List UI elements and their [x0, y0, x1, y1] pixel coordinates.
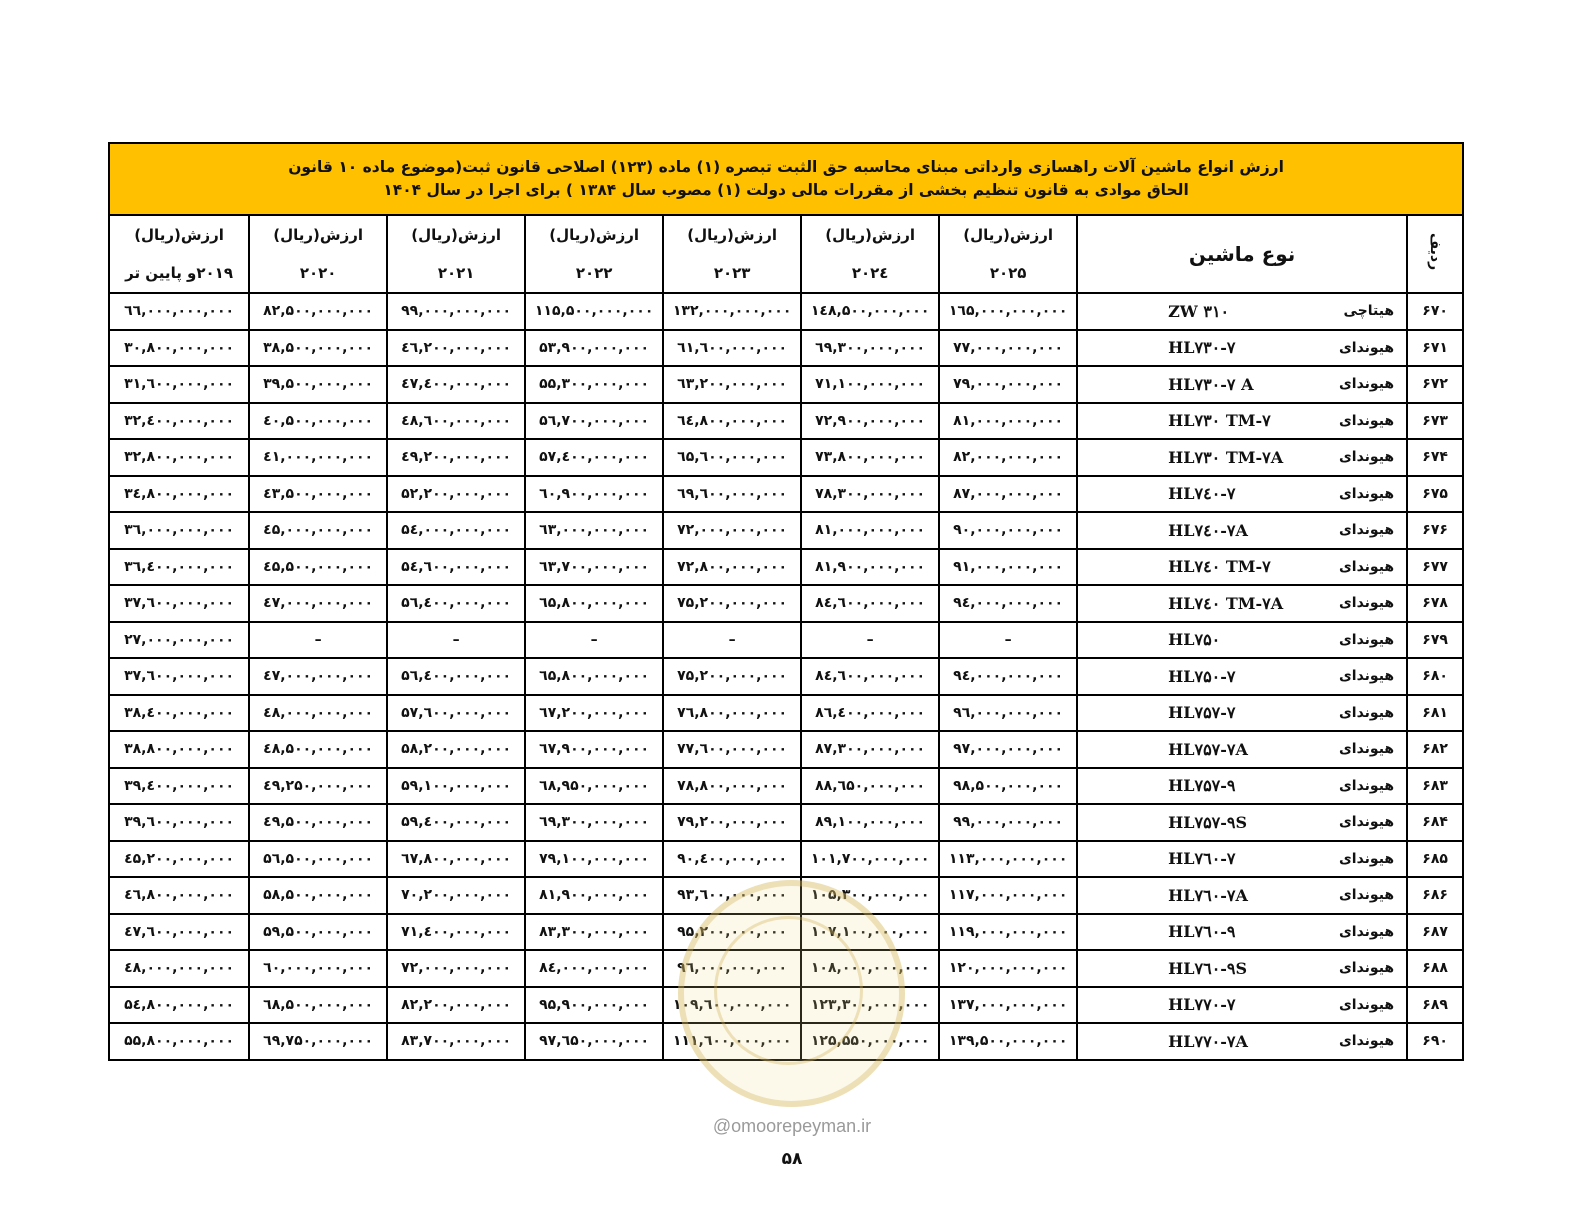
row-number-cell: ۶۸۱	[1407, 695, 1463, 732]
value-cell: ۳۷,٦۰۰,۰۰۰,۰۰۰	[109, 658, 249, 695]
machine-model: HL۷۵۷-۷A	[1168, 739, 1248, 759]
header-year-2020: ارزش(ریال) ۲۰۲۰	[249, 215, 387, 293]
table-row	[109, 804, 1463, 841]
value-cell: –	[801, 622, 939, 659]
machine-brand: هیوندای	[1338, 631, 1395, 648]
value-cell: ۳۹,۵۰۰,۰۰۰,۰۰۰	[249, 366, 387, 403]
value-cell: ۹۱,۰۰۰,۰۰۰,۰۰۰	[939, 549, 1077, 586]
machine-type-cell	[1077, 622, 1407, 659]
machine-brand: هیوندای	[1338, 777, 1395, 794]
value-cell: ۹٤,۰۰۰,۰۰۰,۰۰۰	[939, 585, 1077, 622]
machine-type-cell	[1077, 658, 1407, 695]
machine-brand: هیوندای	[1338, 850, 1395, 867]
value-cell: ۵۵,۳۰۰,۰۰۰,۰۰۰	[525, 366, 663, 403]
table-row	[109, 731, 1463, 768]
value-cell: ٤۹,۲۰۰,۰۰۰,۰۰۰	[387, 439, 525, 476]
header-row-number: ردیف	[1407, 215, 1463, 293]
value-cell: ۸۲,۵۰۰,۰۰۰,۰۰۰	[249, 293, 387, 330]
value-cell: ۵٦,٤۰۰,۰۰۰,۰۰۰	[387, 658, 525, 695]
machine-type-cell	[1077, 585, 1407, 622]
table-row	[109, 585, 1463, 622]
row-number-cell: ۶۷۹	[1407, 622, 1463, 659]
machine-model: HL۷۷۰-۷	[1168, 995, 1236, 1015]
value-cell: ۸۷,۳۰۰,۰۰۰,۰۰۰	[801, 731, 939, 768]
value-cell: ٦۱,٦۰۰,۰۰۰,۰۰۰	[663, 330, 801, 367]
value-cell: ۱۲۵,۵۵۰,۰۰۰,۰۰۰	[801, 1023, 939, 1060]
value-cell: ۸۱,۰۰۰,۰۰۰,۰۰۰	[801, 512, 939, 549]
value-cell: ۵۸,۵۰۰,۰۰۰,۰۰۰	[249, 877, 387, 914]
machine-model: HL۷۳۰ TM-۷A	[1168, 447, 1284, 467]
value-cell: ۸۲,۲۰۰,۰۰۰,۰۰۰	[387, 987, 525, 1024]
machine-model: HL۷۳۰ TM-۷	[1168, 411, 1271, 431]
value-cell: ٤۷,۰۰۰,۰۰۰,۰۰۰	[249, 658, 387, 695]
value-cell: ۵۳,۹۰۰,۰۰۰,۰۰۰	[525, 330, 663, 367]
value-cell: ۵۲,۲۰۰,۰۰۰,۰۰۰	[387, 476, 525, 513]
value-cell: ۵٦,۷۰۰,۰۰۰,۰۰۰	[525, 403, 663, 440]
table-row	[109, 403, 1463, 440]
row-number-cell: ۶۸۰	[1407, 658, 1463, 695]
value-cell: ٤۸,۵۰۰,۰۰۰,۰۰۰	[249, 731, 387, 768]
value-cell: ۷٦,۸۰۰,۰۰۰,۰۰۰	[663, 695, 801, 732]
value-cell: ٦۹,٦۰۰,۰۰۰,۰۰۰	[663, 476, 801, 513]
value-cell: ٤۵,۲۰۰,۰۰۰,۰۰۰	[109, 841, 249, 878]
machine-brand: هیوندای	[1338, 960, 1395, 977]
value-cell: ٦۷,۹۰۰,۰۰۰,۰۰۰	[525, 731, 663, 768]
value-cell: ۸٤,٦۰۰,۰۰۰,۰۰۰	[801, 585, 939, 622]
title-line-1: ارزش انواع ماشین آلات راهسازی وارداتی مبنای محاسبه حق الثبت تبصره (۱) ماده (۱۲۳) اصلاحی قانون ثبت(موضوع ماده ۱۰ قانون	[288, 158, 1284, 176]
machine-model: HL۷٤۰ TM-۷	[1168, 557, 1271, 577]
value-cell: ۵۹,٤۰۰,۰۰۰,۰۰۰	[387, 804, 525, 841]
value-cell: ٦۵,٦۰۰,۰۰۰,۰۰۰	[663, 439, 801, 476]
value-cell: ۳۱,٦۰۰,۰۰۰,۰۰۰	[109, 366, 249, 403]
value-cell: ۹۰,۰۰۰,۰۰۰,۰۰۰	[939, 512, 1077, 549]
value-cell: ٦۸,۵۰۰,۰۰۰,۰۰۰	[249, 987, 387, 1024]
value-cell: ۳۰,۸۰۰,۰۰۰,۰۰۰	[109, 330, 249, 367]
value-cell: ٦۹,۷۵۰,۰۰۰,۰۰۰	[249, 1023, 387, 1060]
value-cell: ۵۵,۸۰۰,۰۰۰,۰۰۰	[109, 1023, 249, 1060]
machine-type-cell	[1077, 330, 1407, 367]
value-cell: ۹٤,۰۰۰,۰۰۰,۰۰۰	[939, 658, 1077, 695]
value-cell: ٤۵,۰۰۰,۰۰۰,۰۰۰	[249, 512, 387, 549]
value-cell: ۵۹,۱۰۰,۰۰۰,۰۰۰	[387, 768, 525, 805]
value-cell: ۹۵,۲۰۰,۰۰۰,۰۰۰	[663, 914, 801, 951]
machine-type-cell	[1077, 768, 1407, 805]
value-cell: ۹۹,۰۰۰,۰۰۰,۰۰۰	[387, 293, 525, 330]
value-cell: ٤۹,۵۰۰,۰۰۰,۰۰۰	[249, 804, 387, 841]
value-cell: ۹۷,۰۰۰,۰۰۰,۰۰۰	[939, 731, 1077, 768]
value-cell: ۳۸,۸۰۰,۰۰۰,۰۰۰	[109, 731, 249, 768]
value-cell: ٦۳,۲۰۰,۰۰۰,۰۰۰	[663, 366, 801, 403]
value-cell: ٦۳,۰۰۰,۰۰۰,۰۰۰	[525, 512, 663, 549]
machine-brand: هیوندای	[1338, 485, 1395, 502]
table-row	[109, 330, 1463, 367]
column-header-row	[109, 215, 1463, 293]
machine-model: HL۷۷۰-۷A	[1168, 1031, 1248, 1051]
table-row	[109, 549, 1463, 586]
machine-brand: هیوندای	[1338, 741, 1395, 758]
value-cell: ۷۲,۸۰۰,۰۰۰,۰۰۰	[663, 549, 801, 586]
machine-brand: هیوندای	[1338, 923, 1395, 940]
value-cell: ۹٦,۰۰۰,۰۰۰,۰۰۰	[939, 695, 1077, 732]
value-cell: ۱۱۳,۰۰۰,۰۰۰,۰۰۰	[939, 841, 1077, 878]
value-cell: ۳۹,٦۰۰,۰۰۰,۰۰۰	[109, 804, 249, 841]
header-year-2024: ارزش(ریال) ۲۰۲٤	[801, 215, 939, 293]
value-cell: ٤٦,۸۰۰,۰۰۰,۰۰۰	[109, 877, 249, 914]
value-cell: ۱۳۷,۰۰۰,۰۰۰,۰۰۰	[939, 987, 1077, 1024]
value-cell: ۵٤,۸۰۰,۰۰۰,۰۰۰	[109, 987, 249, 1024]
value-cell: ۸۱,۰۰۰,۰۰۰,۰۰۰	[939, 403, 1077, 440]
value-cell: –	[387, 622, 525, 659]
machine-brand: هیوندای	[1338, 887, 1395, 904]
value-cell: ۹۸,۵۰۰,۰۰۰,۰۰۰	[939, 768, 1077, 805]
row-number-cell: ۶۷۶	[1407, 512, 1463, 549]
table-title	[109, 143, 1463, 215]
machine-model: HL۷٦۰-۷	[1168, 849, 1236, 869]
value-cell: ٦۹,۳۰۰,۰۰۰,۰۰۰	[801, 330, 939, 367]
value-cell: ۸۷,۰۰۰,۰۰۰,۰۰۰	[939, 476, 1077, 513]
value-cell: ٤۸,۰۰۰,۰۰۰,۰۰۰	[249, 695, 387, 732]
value-cell: ٦۵,۸۰۰,۰۰۰,۰۰۰	[525, 658, 663, 695]
value-cell: ۸٤,۰۰۰,۰۰۰,۰۰۰	[525, 950, 663, 987]
machine-type-cell	[1077, 549, 1407, 586]
value-cell: ۸۲,۰۰۰,۰۰۰,۰۰۰	[939, 439, 1077, 476]
row-number-cell: ۶۷۱	[1407, 330, 1463, 367]
machine-type-cell	[1077, 987, 1407, 1024]
value-cell: ۷۷,۰۰۰,۰۰۰,۰۰۰	[939, 330, 1077, 367]
value-cell: ۷۸,۳۰۰,۰۰۰,۰۰۰	[801, 476, 939, 513]
machine-model: HL۷۵۷-۹	[1168, 776, 1236, 796]
machine-type-cell	[1077, 841, 1407, 878]
machine-type-cell	[1077, 950, 1407, 987]
value-cell: ۳٦,٤۰۰,۰۰۰,۰۰۰	[109, 549, 249, 586]
machine-brand: هیوندای	[1338, 339, 1395, 356]
value-cell: ۸۸,٦۵۰,۰۰۰,۰۰۰	[801, 768, 939, 805]
value-cell: ۸٦,٤۰۰,۰۰۰,۰۰۰	[801, 695, 939, 732]
value-cell: ٤۷,٦۰۰,۰۰۰,۰۰۰	[109, 914, 249, 951]
value-cell: ۷۱,۱۰۰,۰۰۰,۰۰۰	[801, 366, 939, 403]
value-cell: ۵۷,٦۰۰,۰۰۰,۰۰۰	[387, 695, 525, 732]
machine-model: HL۷۵۰-۷	[1168, 666, 1236, 686]
value-cell: ٤۵,۵۰۰,۰۰۰,۰۰۰	[249, 549, 387, 586]
value-cell: ٦٤,۸۰۰,۰۰۰,۰۰۰	[663, 403, 801, 440]
value-cell: ۵۹,۵۰۰,۰۰۰,۰۰۰	[249, 914, 387, 951]
value-cell: ٦۰,۹۰۰,۰۰۰,۰۰۰	[525, 476, 663, 513]
value-cell: ٦۰,۰۰۰,۰۰۰,۰۰۰	[249, 950, 387, 987]
machine-brand: هیوندای	[1338, 412, 1395, 429]
value-cell: ۱۰۸,۰۰۰,۰۰۰,۰۰۰	[801, 950, 939, 987]
value-cell: ٤۳,۵۰۰,۰۰۰,۰۰۰	[249, 476, 387, 513]
row-number-cell: ۶۸۶	[1407, 877, 1463, 914]
table-row	[109, 476, 1463, 513]
machine-type-cell	[1077, 914, 1407, 951]
machine-model: HL۷٤۰-۷A	[1168, 520, 1248, 540]
value-cell: ۹۰,٤۰۰,۰۰۰,۰۰۰	[663, 841, 801, 878]
machine-type-cell	[1077, 439, 1407, 476]
machine-type-cell	[1077, 877, 1407, 914]
table-row	[109, 439, 1463, 476]
value-cell: ۱۲۳,۳۰۰,۰۰۰,۰۰۰	[801, 987, 939, 1024]
machine-model: HL۷۳۰-۷	[1168, 338, 1236, 358]
value-cell: ٤٦,۲۰۰,۰۰۰,۰۰۰	[387, 330, 525, 367]
machine-type-cell	[1077, 293, 1407, 330]
value-cell: –	[525, 622, 663, 659]
table-row	[109, 658, 1463, 695]
value-cell: ۱۰۵,۳۰۰,۰۰۰,۰۰۰	[801, 877, 939, 914]
machine-type-cell	[1077, 476, 1407, 513]
table-row	[109, 293, 1463, 330]
value-cell: ۷۲,۹۰۰,۰۰۰,۰۰۰	[801, 403, 939, 440]
value-cell: ۸۳,۷۰۰,۰۰۰,۰۰۰	[387, 1023, 525, 1060]
value-cell: ۸٤,٦۰۰,۰۰۰,۰۰۰	[801, 658, 939, 695]
website-footer: @omoorepeyman.ir	[712, 1116, 872, 1136]
machine-model: HL۷٤۰ TM-۷A	[1168, 593, 1284, 613]
row-number-cell: ۶۸۹	[1407, 987, 1463, 1024]
value-cell: ۱۳۹,۵۰۰,۰۰۰,۰۰۰	[939, 1023, 1077, 1060]
row-number-cell: ۶۸۴	[1407, 804, 1463, 841]
value-cell: –	[249, 622, 387, 659]
value-cell: ۸۹,۱۰۰,۰۰۰,۰۰۰	[801, 804, 939, 841]
row-number-cell: ۶۸۵	[1407, 841, 1463, 878]
value-cell: ٦٦,۰۰۰,۰۰۰,۰۰۰	[109, 293, 249, 330]
row-number-cell: ۶۷۵	[1407, 476, 1463, 513]
value-cell: ٤۱,۰۰۰,۰۰۰,۰۰۰	[249, 439, 387, 476]
machine-type-cell	[1077, 731, 1407, 768]
title-line-2: الحاق موادی به قانون تنظیم بخشی از مقررات مالی دولت (۱) مصوب سال ۱۳۸۴ ) برای اجرا در سال ۱۴۰۴	[383, 181, 1189, 199]
machine-brand: هیتاچی	[1343, 303, 1395, 320]
machine-type-cell	[1077, 804, 1407, 841]
value-cell: ۱۳۲,۰۰۰,۰۰۰,۰۰۰	[663, 293, 801, 330]
header-year-2019-and-below: ارزش(ریال) ۲۰۱۹و پایین تر	[109, 215, 249, 293]
value-cell: ۷۲,۰۰۰,۰۰۰,۰۰۰	[663, 512, 801, 549]
value-cell: ٦۷,۲۰۰,۰۰۰,۰۰۰	[525, 695, 663, 732]
value-cell: ۷۵,۲۰۰,۰۰۰,۰۰۰	[663, 585, 801, 622]
table-row	[109, 841, 1463, 878]
machine-model: ZW ۳۱۰	[1168, 301, 1230, 321]
value-cell: ۵۸,۲۰۰,۰۰۰,۰۰۰	[387, 731, 525, 768]
page-number: ۵۸	[781, 1149, 803, 1169]
machine-brand: هیوندای	[1338, 376, 1395, 393]
value-cell: ۳۲,۸۰۰,۰۰۰,۰۰۰	[109, 439, 249, 476]
value-cell: ۱۱۹,۰۰۰,۰۰۰,۰۰۰	[939, 914, 1077, 951]
table-row	[109, 622, 1463, 659]
machine-type-cell	[1077, 366, 1407, 403]
value-cell: ٤۷,٤۰۰,۰۰۰,۰۰۰	[387, 366, 525, 403]
value-cell: ۳۹,٤۰۰,۰۰۰,۰۰۰	[109, 768, 249, 805]
value-cell: ٤۸,٦۰۰,۰۰۰,۰۰۰	[387, 403, 525, 440]
value-cell: ۹۵,۹۰۰,۰۰۰,۰۰۰	[525, 987, 663, 1024]
value-cell: ۱۱۵,۵۰۰,۰۰۰,۰۰۰	[525, 293, 663, 330]
row-number-cell: ۶۷۳	[1407, 403, 1463, 440]
machine-type-cell	[1077, 403, 1407, 440]
row-number-cell: ۶۷۴	[1407, 439, 1463, 476]
table-row	[109, 695, 1463, 732]
value-cell: ۹۳,٦۰۰,۰۰۰,۰۰۰	[663, 877, 801, 914]
table-row	[109, 512, 1463, 549]
value-cell: ۳۸,۵۰۰,۰۰۰,۰۰۰	[249, 330, 387, 367]
value-cell: ۵٤,٦۰۰,۰۰۰,۰۰۰	[387, 549, 525, 586]
value-cell: ۱۱۱,٦۰۰,۰۰۰,۰۰۰	[663, 1023, 801, 1060]
header-year-2022: ارزش(ریال) ۲۰۲۲	[525, 215, 663, 293]
header-machine-type: نوع ماشین	[1077, 215, 1407, 293]
header-year-2025: ارزش(ریال) ۲۰۲۵	[939, 215, 1077, 293]
machine-brand: هیوندای	[1338, 668, 1395, 685]
machine-model: HL۷٤۰-۷	[1168, 484, 1236, 504]
value-cell: ۷۹,۲۰۰,۰۰۰,۰۰۰	[663, 804, 801, 841]
header-year-2023: ارزش(ریال) ۲۰۲۳	[663, 215, 801, 293]
value-cell: ۹۷,٦۵۰,۰۰۰,۰۰۰	[525, 1023, 663, 1060]
value-cell: ۳٤,۸۰۰,۰۰۰,۰۰۰	[109, 476, 249, 513]
value-cell: ۱۰۹,٦۰۰,۰۰۰,۰۰۰	[663, 987, 801, 1024]
watermark-seal-icon	[678, 880, 905, 1107]
machine-brand: هیوندای	[1338, 814, 1395, 831]
value-cell: ۸۱,۹۰۰,۰۰۰,۰۰۰	[525, 877, 663, 914]
value-cell: ۱۲۰,۰۰۰,۰۰۰,۰۰۰	[939, 950, 1077, 987]
machine-model: HL۷٦۰-۹	[1168, 922, 1236, 942]
machine-type-cell	[1077, 1023, 1407, 1060]
machine-model: HL۷۳۰-۷ A	[1168, 374, 1254, 394]
value-cell: ۷۰,۲۰۰,۰۰۰,۰۰۰	[387, 877, 525, 914]
machine-model: HL۷٦۰-۷A	[1168, 885, 1248, 905]
value-cell: ۷۵,۲۰۰,۰۰۰,۰۰۰	[663, 658, 801, 695]
row-number-cell: ۶۷۷	[1407, 549, 1463, 586]
table-row	[109, 768, 1463, 805]
value-cell: ۷۲,۰۰۰,۰۰۰,۰۰۰	[387, 950, 525, 987]
value-cell: ٤۹,۲۵۰,۰۰۰,۰۰۰	[249, 768, 387, 805]
row-number-cell: ۶۷۸	[1407, 585, 1463, 622]
machine-brand: هیوندای	[1338, 996, 1395, 1013]
value-cell: ۱۰۷,۱۰۰,۰۰۰,۰۰۰	[801, 914, 939, 951]
machine-model: HL۷۵۰	[1168, 630, 1221, 650]
value-cell: –	[939, 622, 1077, 659]
machine-brand: هیوندای	[1338, 704, 1395, 721]
machine-model: HL۷٦۰-۹S	[1168, 958, 1248, 978]
value-cell: ۱٤۸,۵۰۰,۰۰۰,۰۰۰	[801, 293, 939, 330]
value-cell: ٦۳,۷۰۰,۰۰۰,۰۰۰	[525, 549, 663, 586]
value-cell: ۵٤,۰۰۰,۰۰۰,۰۰۰	[387, 512, 525, 549]
header-year-2021: ارزش(ریال) ۲۰۲۱	[387, 215, 525, 293]
row-number-cell: ۶۸۷	[1407, 914, 1463, 951]
machine-brand: هیوندای	[1338, 595, 1395, 612]
value-cell: –	[663, 622, 801, 659]
value-cell: ٤۸,۰۰۰,۰۰۰,۰۰۰	[109, 950, 249, 987]
machine-brand: هیوندای	[1338, 558, 1395, 575]
value-cell: ۳٦,۰۰۰,۰۰۰,۰۰۰	[109, 512, 249, 549]
value-cell: ۷۸,۸۰۰,۰۰۰,۰۰۰	[663, 768, 801, 805]
value-cell: ۸۳,۳۰۰,۰۰۰,۰۰۰	[525, 914, 663, 951]
row-number-cell: ۶۸۳	[1407, 768, 1463, 805]
value-cell: ۷۹,۰۰۰,۰۰۰,۰۰۰	[939, 366, 1077, 403]
value-cell: ۷۹,۱۰۰,۰۰۰,۰۰۰	[525, 841, 663, 878]
machine-brand: هیوندای	[1338, 522, 1395, 539]
value-cell: ۱۰۱,۷۰۰,۰۰۰,۰۰۰	[801, 841, 939, 878]
machine-brand: هیوندای	[1338, 1033, 1395, 1050]
row-number-cell: ۶۷۰	[1407, 293, 1463, 330]
value-cell: ٤۷,۰۰۰,۰۰۰,۰۰۰	[249, 585, 387, 622]
row-number-cell: ۶۸۲	[1407, 731, 1463, 768]
value-cell: ۱۱۷,۰۰۰,۰۰۰,۰۰۰	[939, 877, 1077, 914]
value-cell: ٦۸,۹۵۰,۰۰۰,۰۰۰	[525, 768, 663, 805]
machine-model: HL۷۵۷-۹S	[1168, 812, 1248, 832]
value-cell: ۲۷,۰۰۰,۰۰۰,۰۰۰	[109, 622, 249, 659]
value-cell: ۱٦۵,۰۰۰,۰۰۰,۰۰۰	[939, 293, 1077, 330]
machine-type-cell	[1077, 695, 1407, 732]
value-cell: ۸۱,۹۰۰,۰۰۰,۰۰۰	[801, 549, 939, 586]
row-number-cell: ۶۹۰	[1407, 1023, 1463, 1060]
value-cell: ٤۰,۵۰۰,۰۰۰,۰۰۰	[249, 403, 387, 440]
value-cell: ۹٦,۰۰۰,۰۰۰,۰۰۰	[663, 950, 801, 987]
value-cell: ۵۷,٤۰۰,۰۰۰,۰۰۰	[525, 439, 663, 476]
value-cell: ۳۷,٦۰۰,۰۰۰,۰۰۰	[109, 585, 249, 622]
value-cell: ٦۷,۸۰۰,۰۰۰,۰۰۰	[387, 841, 525, 878]
value-cell: ۷۳,۸۰۰,۰۰۰,۰۰۰	[801, 439, 939, 476]
table-row	[109, 366, 1463, 403]
value-cell: ۵٦,٤۰۰,۰۰۰,۰۰۰	[387, 585, 525, 622]
value-cell: ۵٦,۵۰۰,۰۰۰,۰۰۰	[249, 841, 387, 878]
value-cell: ۷۷,٦۰۰,۰۰۰,۰۰۰	[663, 731, 801, 768]
value-cell: ٦۵,۸۰۰,۰۰۰,۰۰۰	[525, 585, 663, 622]
value-cell: ۳۸,٤۰۰,۰۰۰,۰۰۰	[109, 695, 249, 732]
row-number-cell: ۶۸۸	[1407, 950, 1463, 987]
row-number-cell: ۶۷۲	[1407, 366, 1463, 403]
value-cell: ۹۹,۰۰۰,۰۰۰,۰۰۰	[939, 804, 1077, 841]
value-cell: ٦۹,۳۰۰,۰۰۰,۰۰۰	[525, 804, 663, 841]
machine-model: HL۷۵۷-۷	[1168, 703, 1236, 723]
value-cell: ۷۱,٤۰۰,۰۰۰,۰۰۰	[387, 914, 525, 951]
value-cell: ۳۲,٤۰۰,۰۰۰,۰۰۰	[109, 403, 249, 440]
machine-type-cell	[1077, 512, 1407, 549]
machine-brand: هیوندای	[1338, 449, 1395, 466]
